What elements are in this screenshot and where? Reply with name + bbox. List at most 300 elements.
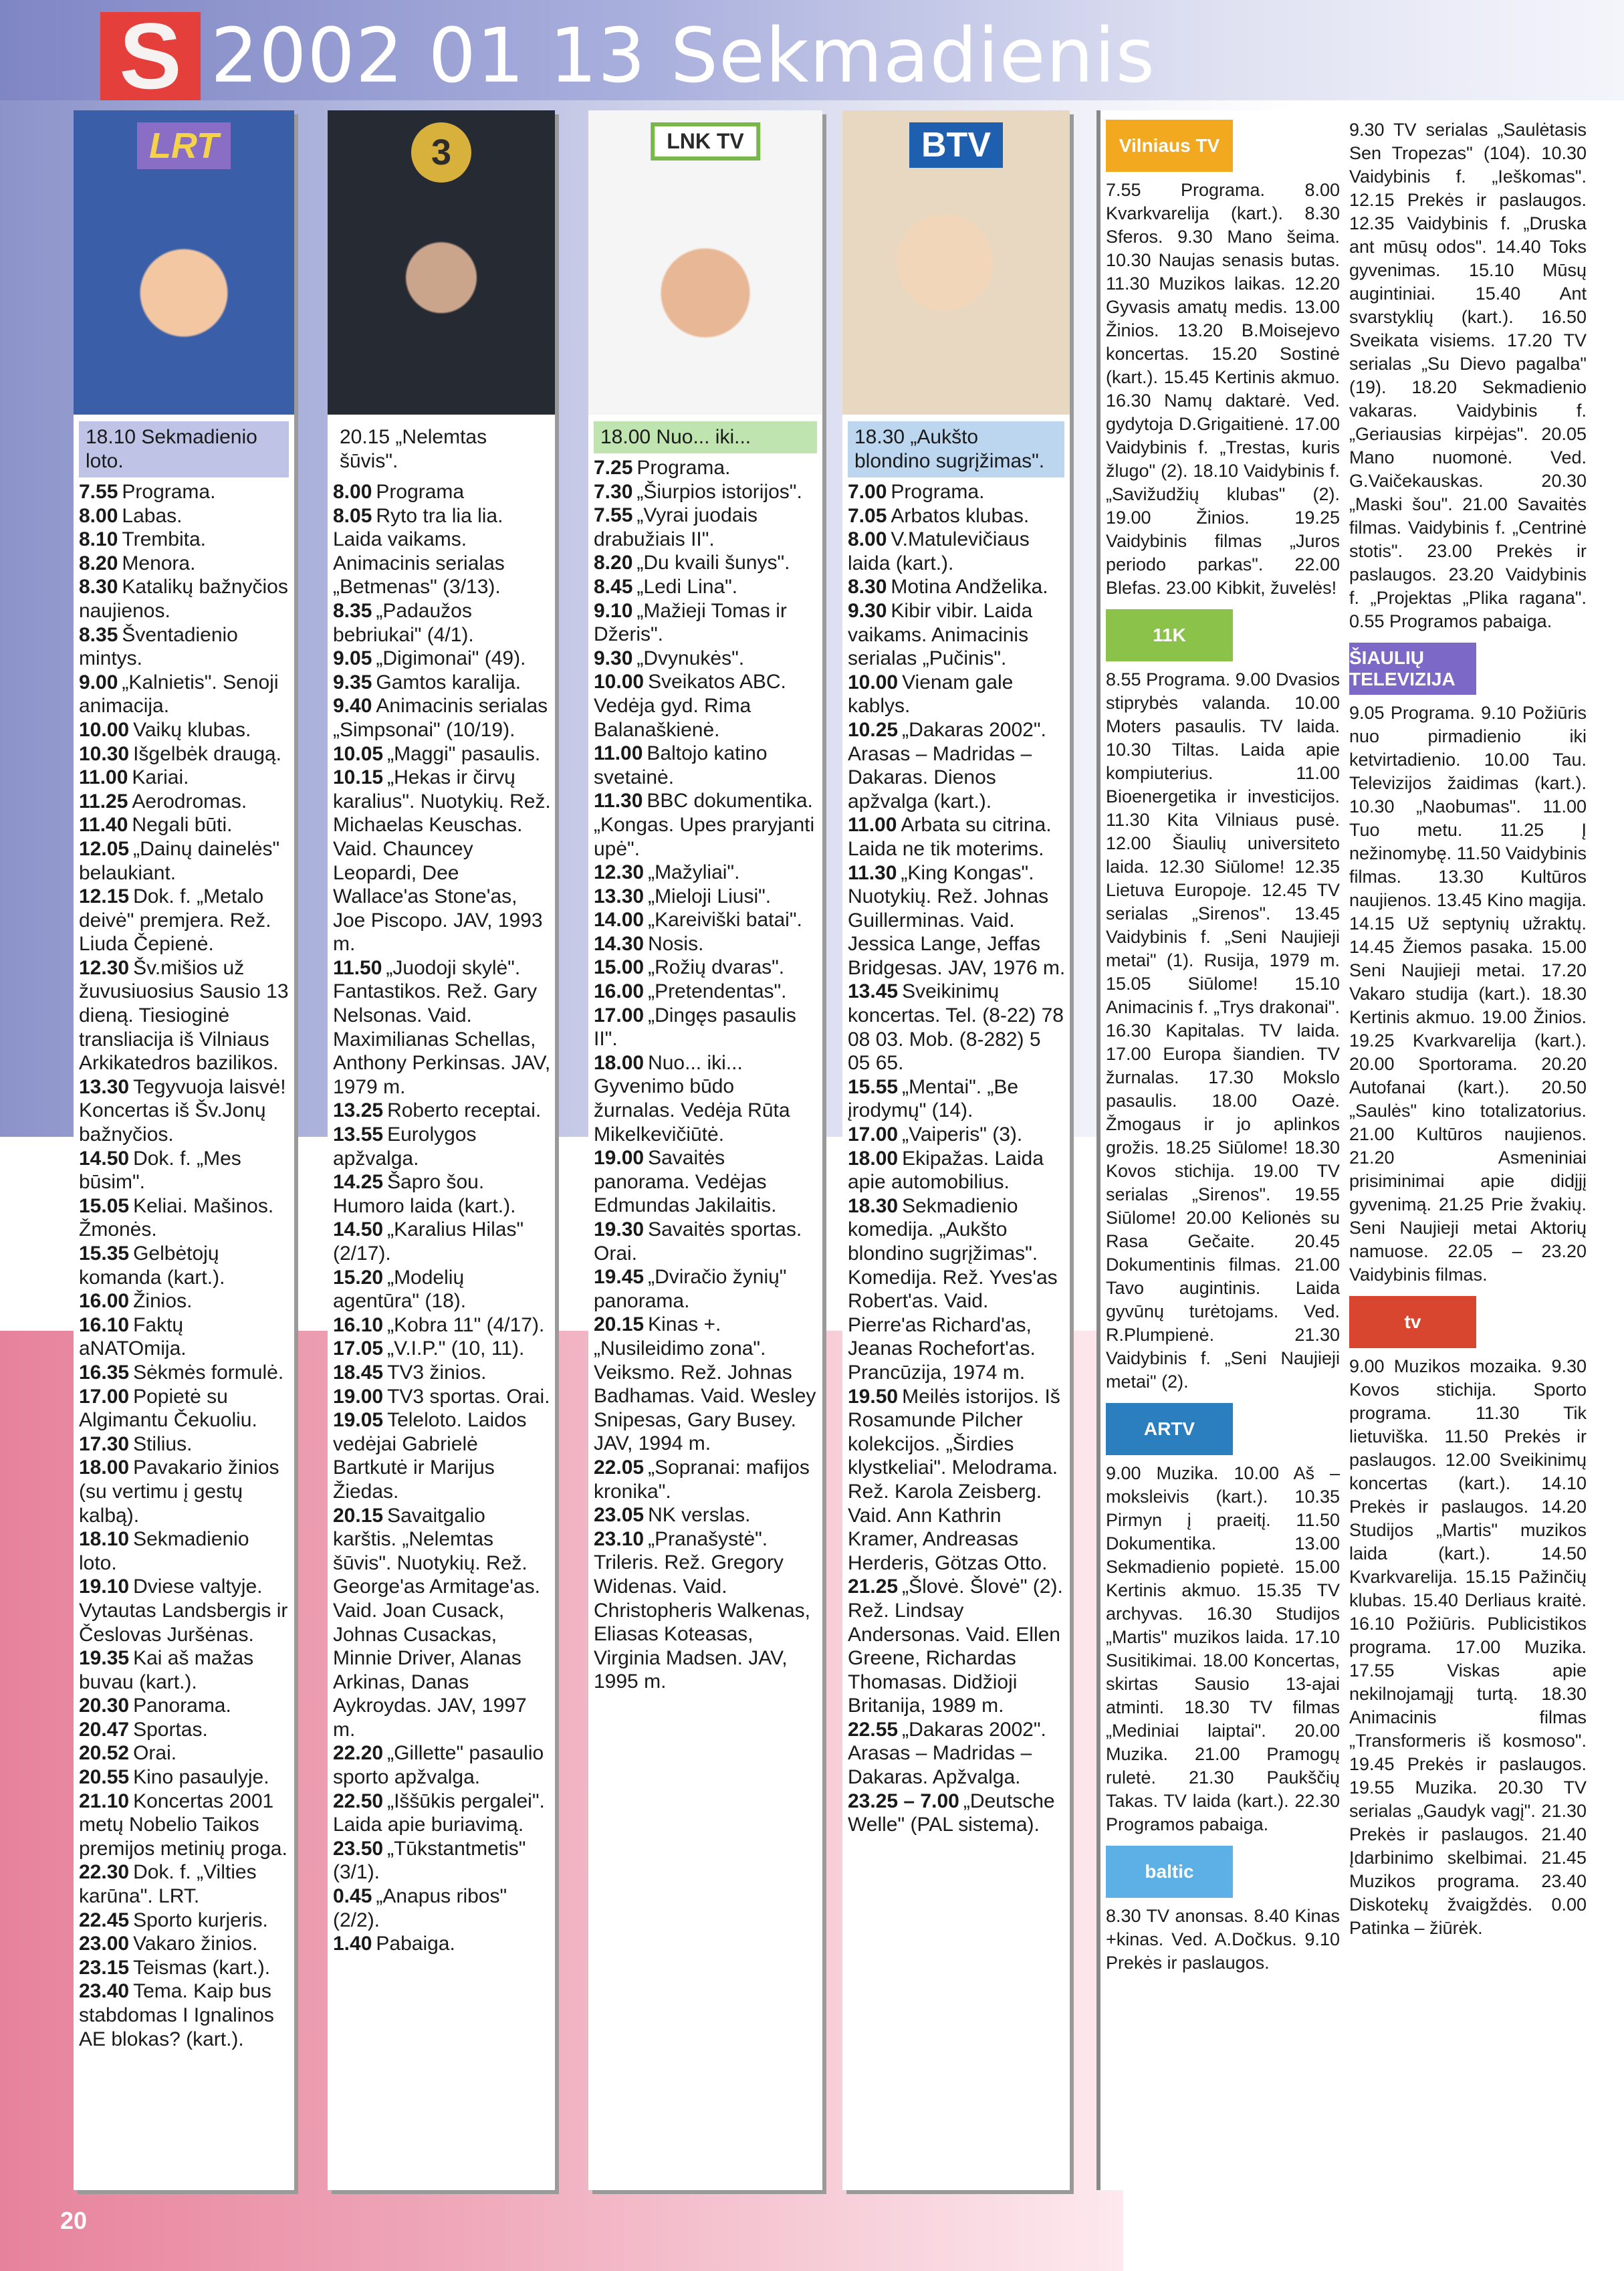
entry-time: 15.05 [79,1194,130,1217]
schedule-entry [79,1741,290,1765]
schedule-entry [594,980,818,1004]
channel-column-btv [842,110,1070,2190]
entry-description: Kibir vibir. Laida vaikams. Animacinis serialas „Pučinis". [848,599,1033,670]
entry-description: Dok. f. „Mes būsim". [79,1147,241,1194]
entry-description: „Iššūkis pergalei". Laida apie buriavimą. [333,1790,545,1836]
entry-description: „Kalnietis". Senoji animacija. [79,671,279,718]
schedule-entry [333,480,551,504]
entry-description: Savaitės panorama. Vedėjas Edmundas Jakilaitis. [594,1147,777,1217]
entry-description: Išgelbėk draugą. [133,742,281,765]
entry-time: 19.10 [79,1576,130,1598]
entry-time: 1.40 [333,1933,372,1955]
entry-description: Animacinis serialas „Simpsonai" (10/19). [333,695,548,741]
entry-time: 8.35 [79,623,118,646]
entry-description: Dok. f. „Metalo deivė" premjera. Rež. Liuda Čepienė. [79,885,271,956]
entry-time: 19.30 [594,1218,645,1240]
schedule-entry [594,1313,818,1456]
entry-description: „Modelių agentūra" (18). [333,1266,467,1313]
entry-description: „Hekas ir čirvų karalius". Nuotykių. Rež. Michaelas Keuschas. Vaid. Chauncey Leopardi, Dee Wallace'as Stone'as, Joe Piscopo. JAV, 1993 m. [333,766,551,956]
entry-description: Sveikinimų koncertas. Tel. (8-22) 78 08 03. Mob. (8-282) 5 05 65. [848,980,1064,1075]
schedule-entry [848,599,1066,671]
schedule-entry [594,670,818,742]
schedule-entry [594,932,818,956]
schedule-entry [79,1456,290,1527]
highlight-banner: 18.00 Nuo... iki... [594,421,817,453]
entry-time: 9.30 [848,599,887,622]
schedule-entry [848,1718,1066,1790]
section-badge: S [100,12,201,100]
channel-logo: LRT [137,122,231,169]
entry-time: 10.05 [333,742,384,765]
entry-description: Šapro šou. Humoro laida (kart.). [333,1171,516,1217]
entry-time: 16.35 [79,1361,130,1384]
entry-time: 22.55 [848,1718,899,1741]
highlight-banner: 18.30 „Aukšto blondino sugrįžimas". [848,421,1064,477]
schedule-entry [79,718,290,742]
entry-time: 19.05 [333,1409,384,1432]
entry-description: Keliai. Mašinos. Žmonės. [79,1194,274,1241]
schedule-entry [333,1408,551,1503]
entry-time: 17.00 [848,1123,899,1146]
entry-time: 12.30 [79,956,130,979]
entry-description: Sveikatos ABC. Vedėja gyd. Rima Balanaškienė. [594,671,786,741]
entry-description: Trembita. [122,528,206,551]
schedule-entry [79,1718,290,1742]
entry-time: 8.30 [848,576,887,599]
entry-description: Koncertas 2001 metų Nobelio Taikos premijos metinių proga. [79,1790,287,1860]
entry-time: 15.35 [79,1242,130,1265]
schedule-paragraph: 9.30 TV serialas „Saulėtasis Sen Tropezas" (104). 10.30 Vaidybinis f. „Ieškomas". 12.15 Prekės ir paslaugos. 12.35 Vaidybinis f. „Druska ant mūsų odos". 14.40 Toks gyvenimas. 15.10 Mūsų augintiniai. 15.40 Ant svarstyklių (kart.). 16.50 Sveikata visiems. 17.20 TV serialas „Su Dievo pagalba" (19). 18.20 Sekmadienio vakaras. Vaidybinis f. „Geriausias kirpėjas". 20.05 Mano nuomonė. Ved. G.Vaičekauskas. 20.30 „Maski šou". 21.00 Savaitės filmas. Vaidybinis f. „Centrinė stotis". 23.00 Prekės ir paslaugos. 23.20 Vaidybinis f. „Projektas „Plika ragana". 0.55 Programos pabaiga. [1349,120,1587,631]
entry-description: Šventadienio mintys. [79,623,238,670]
schedule-entry [79,1289,290,1313]
entry-description: „King Kongas". Nuotykių. Rež. Johnas Guillerminas. Vaid. Jessica Lange, Jeffas Bridgesas. JAV, 1976 m. [848,861,1066,979]
schedule-entry [848,480,1066,504]
entry-time: 13.30 [594,885,645,907]
highlight-banner: 20.15 „Nelemtas šūvis". [340,426,487,472]
entry-time: 15.20 [333,1266,384,1289]
entry-time: 7.55 [594,504,633,527]
entry-time: 18.00 [848,1147,899,1170]
schedule-entry [79,1909,290,1933]
entry-time: 13.25 [333,1099,384,1122]
entry-time: 8.10 [79,528,118,551]
schedule-entry [79,1147,290,1194]
entry-description: „Vyrai juodais drabužiais II". [594,504,758,550]
entry-description: Kinas +. „Nusileidimo zona". Veiksmo. Rež. Johnas Badhamas. Vaid. Wesley Snipesas, Gary Busey. JAV, 1994 m. [594,1313,816,1455]
schedule-entry [594,575,818,599]
entry-description: „V.I.P." (10, 11). [387,1337,525,1360]
entry-description: Kai aš mažas buvau (kart.). [79,1647,254,1693]
schedule-entry [79,671,290,718]
schedule-entry [79,552,290,576]
entry-description: Programa. [891,481,985,503]
entry-time: 7.25 [594,457,633,479]
entry-time: 20.52 [79,1742,130,1765]
schedule-entry [79,504,290,528]
schedule-entry [79,1860,290,1908]
schedule-entry [594,956,818,980]
entry-description: „Karalius Hilas" (2/17). [333,1218,524,1265]
entry-time: 23.10 [594,1527,645,1550]
entry-time: 10.00 [79,718,130,741]
schedule-paragraph: 8.55 Programa. 9.00 Dvasios stiprybės valanda. 10.00 Moters pasaulis. TV laida. 10.30 Tiltas. Laida apie kompiuterius. 11.00 Bioenergetika ir investicijos. 11.30 Kita Vilniaus pusė. 12.00 Šiaulių universiteto laida. 12.30 Siūlome! 12.35 Lietuva Europoje. 12.45 TV serialas „Sirenos". 13.45 Vaidybinis f. „Seni Naujieji metai" (1). Rusija, 1979 m. 15.05 Siūlome! 15.10 Animacinis f. „Trys drakonai". 16.30 Kapitalas. TV laida. 17.00 Europa šiandien. TV žurnalas. 17.30 Mokslo pasaulis. 18.00 Oazė. Žmogaus ir jo aplinkos grožis. 18.25 Siūlome! 18.30 Kovos stichija. 19.00 TV serialas „Sirenos". 19.55 Siūlome! 20.00 Kelionės su Rasa Gečaite. 20.45 Dokumentinis filmas. 21.00 Tavo augintinis. Laida gyvūnų turėtojams. Ved. R.Plumpienė. 21.30 Vaidybinis f. „Seni Naujieji metai" (2). [1106,669,1340,1392]
schedule-entry [594,789,818,861]
entry-time: 13.45 [848,980,899,1003]
schedule-entry [79,1361,290,1385]
entry-time: 15.55 [848,1075,899,1098]
entry-description: Dok. f. „Vilties karūna". LRT. [79,1861,257,1908]
schedule-entry [594,647,818,671]
channel-photo [74,110,294,415]
entry-description: Ryto tra lia lia. Laida vaikams. Animacinis serialas „Betmenas" (3/13). [333,504,505,599]
schedule-entry [333,694,551,742]
schedule-entry [848,813,1066,861]
schedule-entry [594,1456,818,1503]
schedule-paragraph: 7.55 Programa. 8.00 Kvarkvarelija (kart.). 8.30 Sferos. 9.30 Mano šeima. 10.30 Naujas senasis butas. 11.30 Muzikos laikas. 12.20 Gyvasis amatų medis. 13.00 Žinios. 13.20 B.Moisejevo koncertas. 15.20 Sostinė (kart.). 15.45 Kertinis akmuo. 16.30 Namų daktarė. Ved. gydytoja D.Grigaitienė. 17.00 Vaidybinis f. „Trestas, kuris žlugo" (2). 18.10 Vaidybinis f. „Savižudžių klubas" (2). 19.00 Žinios. 19.25 Vaidybinis filmas „Juros periodo parkas". 22.00 Blefas. 23.00 Kibkit, žuvelės! [1106,180,1340,598]
channel-column-tv3 [328,110,555,2190]
schedule-entry [848,575,1066,599]
entry-description: Vakaro žinios. [133,1933,258,1955]
entry-description: „Tūkstantmetis" (3/1). [333,1837,526,1884]
schedule-entry [848,980,1066,1075]
entry-description: „Rožių dvaras". [648,956,785,979]
entry-description: Gamtos karalija. [376,671,521,693]
entry-time: 17.00 [594,1004,645,1026]
entry-time: 7.55 [79,481,118,503]
entry-time: 17.05 [333,1337,384,1360]
entry-description: Kino pasaulyje. [133,1766,269,1789]
entry-description: Faktų aNATOmija. [79,1313,187,1360]
entry-description: TV3 žinios. [387,1361,487,1384]
entry-time: 14.00 [594,909,645,932]
schedule-entry [594,742,818,789]
schedule-entry [79,1242,290,1289]
entry-description: Pavakario žinios (su vertimu į gestų kalbą). [79,1456,279,1527]
entry-time: 12.30 [594,861,645,884]
schedule-entry [848,1575,1066,1718]
schedule-entry [848,504,1066,528]
entry-description: Kariai. [132,766,189,789]
entry-time: 18.00 [79,1456,130,1479]
entry-description: Arbatos klubas. [891,504,1030,527]
entry-time: 17.00 [79,1385,130,1408]
entry-time: 9.30 [594,647,633,669]
schedule-entry [79,623,290,671]
entry-time: 9.00 [79,671,118,693]
entry-description: „Dakaras 2002". Arasas – Madridas – Dakaras. Apžvalga. [848,1718,1046,1789]
entry-time: 13.30 [79,1075,130,1098]
entry-description: Šv.mišios už žuvusiuosius Sausio 13 dieną. Tiesioginė transliacija iš Vilniaus Arkikatedros bazilikos. [79,956,289,1075]
entry-description: Savaitgalio karštis. „Nelemtas šūvis". Nuotykių. Rež. George'as Armitage'as. Vaid. Joan Cusack, Johnas Cusackas, Minnie Driver, Alanas Arkinas, Danas Aykroydas. JAV, 1997 m. [333,1504,540,1741]
schedule-entry [79,1956,290,1980]
schedule-entry [333,1741,551,1789]
entry-time: 16.10 [333,1313,384,1336]
channel-logo: LNK TV [651,122,760,160]
entry-description: Nosis. [648,932,704,955]
schedule-entry [594,599,818,647]
entry-time: 16.00 [79,1290,130,1313]
entry-description: Pabaiga. [376,1933,455,1955]
schedule-entry [333,956,551,1099]
entry-description: „Digimonai" (49). [376,647,526,670]
highlight-banner: 18.10 Sekmadienio loto. [79,421,289,477]
entry-description: Sporto kurjeris. [133,1909,268,1931]
entry-description: TV3 sportas. Orai. [387,1385,550,1408]
entry-time: 8.00 [79,504,118,527]
entry-time: 11.30 [594,790,643,813]
entry-time: 13.55 [333,1123,384,1146]
entry-time: 22.20 [333,1742,384,1765]
entry-description: Stilius. [133,1432,193,1455]
entry-time: 8.30 [79,576,118,599]
schedule-entry [79,1432,290,1456]
entry-description: „Anapus ribos" (2/2). [333,1885,507,1931]
entry-description: Motina Andželika. [891,576,1048,599]
schedule-entry [79,1313,290,1361]
entry-description: Tema. Kaip bus stabdomas I Ignalinos AE blokas? (kart.). [79,1980,274,2050]
schedule-entry [594,551,818,575]
schedule-paragraph: 9.05 Programa. 9.10 Požiūris nuo pirmadienio iki ketvirtadienio. 10.00 Tau. Televizijos žaidimas (kart.). 10.30 „Naobumas". 11.00 Tuo metu. 11.25 Į nežinomybę. 11.50 Vaidybinis filmas. 13.30 Kultūros naujienos. 13.45 Kino magija. 14.15 Už septynių užraktų. 14.45 Žiemos pasaka. 15.00 Seni Naujieji metai. 17.20 Vakaro studija (kart.). 18.30 Kertinis akmuo. 19.00 Žinios. 19.25 Kvarkvarelija (kart.). 20.00 Sportorama. 20.20 Autofanai (kart.). 20.50 „Saulės" kino totalizatorius. 21.00 Kultūros naujienos. 21.20 Asmeniniai prisiminimai apie didįjį gyvenimą. 21.25 Prie žvakių. Seni Naujieji metai Aktorių namuose. 22.05 – 23.20 Vaidybinis filmas. [1349,703,1587,1285]
entry-description: Teismas (kart.). [133,1956,271,1979]
entry-description: Sekmadienio loto. [79,1528,249,1574]
schedule-entry [333,1170,551,1218]
entry-description: Katalikų bažnyčios naujienos. [79,576,288,622]
entry-time: 10.30 [79,742,130,765]
entry-description: „Deutsche Welle" (PAL sistema). [848,1790,1055,1836]
schedule-entry [79,742,290,766]
schedule-entry [79,1765,290,1790]
entry-time: 7.00 [848,481,887,503]
schedule-entry [79,766,290,790]
entry-description: „Maggi" pasaulis. [387,742,541,765]
regional-column-b [1344,110,1595,2190]
schedule-entry [594,1004,818,1051]
entry-time: 8.20 [79,552,118,574]
entry-description: V.Matulevičiaus laida (kart.). [848,528,1030,574]
entry-time: 10.00 [594,671,645,693]
schedule-entry [848,1790,1066,1837]
entry-description: „Mažieji Tomas ir Džeris". [594,599,787,646]
schedule-entry [333,1932,551,1956]
channel-logo: baltic [1106,1846,1233,1898]
schedule-entry [333,1123,551,1170]
regional-column-a [1096,110,1348,2190]
entry-time: 8.05 [333,504,372,527]
entry-time: 8.20 [594,552,633,574]
schedule-entry [848,1194,1066,1385]
schedule-entry [79,1075,290,1147]
entry-time: 11.25 [79,790,128,813]
schedule-entry [333,1099,551,1123]
schedule-entry [594,1218,818,1265]
schedule-entry [333,1361,551,1385]
entry-time: 23.40 [79,1980,130,2003]
entry-time: 10.15 [333,766,384,789]
entry-description: Žinios. [133,1290,193,1313]
schedule-entry [79,813,290,837]
entry-description: Panorama. [133,1695,231,1717]
entry-time: 23.05 [594,1504,645,1527]
entry-description: Arbata su citrina. Laida ne tik moterims. [848,814,1052,860]
entry-description: Negali būti. [132,814,233,837]
schedule-entry [79,1790,290,1861]
entry-time: 19.35 [79,1647,130,1670]
schedule-entry [333,742,551,766]
schedule-entry [333,504,551,599]
entry-time: 22.45 [79,1909,130,1931]
schedule-list [842,480,1070,1837]
entry-description: Aerodromas. [132,790,247,813]
page-number: 20 [60,2207,88,2234]
entry-description: Vaikų klubas. [133,718,251,741]
entry-time: 7.30 [594,480,633,503]
schedule-entry [79,1646,290,1694]
schedule-entry [848,861,1066,980]
entry-time: 20.15 [594,1313,645,1336]
schedule-entry [848,528,1066,575]
entry-time: 22.50 [333,1790,384,1812]
schedule-paragraph: 9.00 Muzika. 10.00 Aš – moksleivis (kart.). 10.35 Pirmyn į praeitį. 11.50 Dokumentika. 13.00 Sekmadienio popietė. 15.00 Kertinis akmuo. 15.35 TV archyvas. 16.30 Studijos „Martis" muzikos laida. 17.10 Susitikimai. 18.00 Koncertas, skirtas Sausio 13-ajai atminti. 18.30 TV filmas „Mediniai laiptai". 20.00 Muzika. 21.00 Pramogų ruletė. 21.30 Paukščių Takas. TV laida (kart.). 22.30 Programos pabaiga. [1106,1463,1340,1834]
entry-description: „Kareiviški batai". [648,909,802,932]
schedule-entry [79,1575,290,1646]
entry-time: 8.00 [848,528,887,551]
entry-description: „Sopranai: mafijos kronika". [594,1456,810,1503]
schedule-entry [594,1503,818,1527]
schedule-entry [79,1527,290,1575]
entry-time: 19.00 [594,1147,645,1170]
entry-description: „Padaužos bebriukai" (4/1). [333,599,474,646]
entry-time: 18.45 [333,1361,384,1384]
entry-time: 20.30 [79,1695,130,1717]
entry-description: Dviese valtyje. Vytautas Landsbergis ir Česlovas Juršėnas. [79,1576,288,1646]
entry-time: 19.50 [848,1385,899,1408]
schedule-entry [79,956,290,1075]
schedule-entry [333,1837,551,1884]
entry-time: 22.05 [594,1456,645,1479]
entry-description: Meilės istorijos. Iš Rosamunde Pilcher kolekcijos. „Širdies klystkeliai". Melodrama. Rež. Karola Zeisberg. Vaid. Ann Kathrin Kramer, Andreasas Herderis, Götzas Otto. [848,1385,1060,1574]
channel-logo: ARTV [1106,1403,1233,1455]
entry-description: NK verslas. [648,1504,751,1527]
entry-description: Labas. [122,504,183,527]
schedule-entry [333,599,551,647]
entry-time: 19.00 [333,1385,384,1408]
entry-time: 20.15 [333,1504,384,1527]
schedule-entry [594,861,818,885]
schedule-entry [333,1790,551,1837]
schedule-entry [333,1337,551,1361]
entry-description: Teleloto. Laidos vedėjai Gabrielė Bartkutė ir Marijus Žiedas. [333,1409,527,1503]
entry-time: 19.45 [594,1266,645,1289]
entry-time: 23.50 [333,1837,384,1860]
page-title: 2002 01 13 Sekmadienis [211,13,1156,100]
schedule-entry [79,480,290,504]
entry-time: 17.30 [79,1432,130,1455]
entry-description: „Mieloji Liusi". [648,885,772,907]
schedule-entry [79,790,290,814]
entry-description: Orai. [133,1742,177,1765]
schedule-entry [79,837,290,885]
entry-description: Sportas. [133,1718,208,1741]
channel-logo: Vilniaus TV [1106,120,1233,172]
entry-time: 12.05 [79,837,130,860]
entry-time: 21.10 [79,1790,130,1812]
entry-time: 11.30 [848,861,897,884]
entry-description: „Vaiperis" (3). [902,1123,1023,1146]
schedule-list [328,480,555,1956]
entry-description: Vienam gale kablys. [848,671,1014,718]
channel-photo [588,110,822,415]
entry-description: Menora. [122,552,196,574]
entry-description: „Gillette" pasaulio sporto apžvalga. [333,1742,544,1789]
entry-time: 12.15 [79,885,130,908]
entry-time: 23.25 – 7.00 [848,1790,959,1812]
schedule-entry [79,885,290,956]
page-header [0,0,1624,108]
entry-time: 0.45 [333,1885,372,1908]
entry-description: „Dvynukės". [636,647,745,669]
schedule-entry [79,575,290,623]
entry-description: Sekmadienio komedija. „Aukšto blondino sugrįžimas". Komedija. Rež. Yves'as Robert'as. Vaid. Pierre'as Richard'as, Jeanas Rochefort'as. Prancūzija, 1974 m. [848,1194,1058,1384]
entry-time: 11.50 [333,956,382,979]
entry-time: 16.10 [79,1313,130,1336]
entry-time: 9.40 [333,695,372,718]
schedule-entry [594,456,818,480]
entry-time: 18.30 [848,1194,899,1217]
entry-description: „Pretendentas". [648,980,787,1003]
entry-time: 11.00 [594,742,643,765]
channel-photo [328,110,555,415]
entry-description: Tegyvuoja laisvė! Koncertas iš Šv.Jonų bažnyčios. [79,1075,286,1146]
entry-time: 8.45 [594,575,633,598]
entry-time: 14.50 [79,1147,130,1170]
entry-time: 8.35 [333,599,372,622]
entry-time: 8.00 [333,481,372,503]
schedule-entry [333,1385,551,1409]
entry-description: Programa [376,481,465,503]
schedule-list [74,480,294,2051]
entry-description: „Dingęs pasaulis II". [594,1004,796,1051]
entry-description: Gelbėtojų komanda (kart.). [79,1242,225,1289]
schedule-entry [594,1265,818,1313]
schedule-entry [79,1694,290,1718]
schedule-entry [333,671,551,695]
entry-description: Baltojo katino svetainė. [594,742,768,788]
entry-time: 9.10 [594,599,633,622]
schedule-entry [333,647,551,671]
schedule-entry [848,1147,1066,1194]
entry-description: „Ledi Lina". [636,575,738,598]
schedule-entry [594,885,818,909]
entry-description: „Pranašystė". Trileris. Rež. Gregory Widenas. Vaid. Christopheris Walkenas, Eliasas Koteasas, Virginia Madsen. JAV, 1995 m. [594,1527,811,1693]
entry-time: 21.25 [848,1576,899,1598]
channel-column-lrt [74,110,294,2190]
entry-time: 9.05 [333,647,372,670]
entry-time: 11.00 [848,814,897,837]
entry-time: 9.35 [333,671,372,693]
entry-time: 23.15 [79,1956,130,1979]
entry-time: 22.30 [79,1861,130,1884]
entry-description: Programa. [636,457,731,479]
entry-description: BBC dokumentika. „Kongas. Upes praryjanti upė". [594,790,815,860]
entry-time: 11.40 [79,814,128,837]
entry-time: 23.00 [79,1933,130,1955]
entry-time: 10.25 [848,718,899,741]
schedule-entry [848,1385,1066,1576]
entry-time: 14.30 [594,932,645,955]
schedule-entry [333,1218,551,1265]
entry-description: „Šiurpios istorijos". [636,480,802,503]
entry-description: Roberto receptai. [387,1099,542,1122]
